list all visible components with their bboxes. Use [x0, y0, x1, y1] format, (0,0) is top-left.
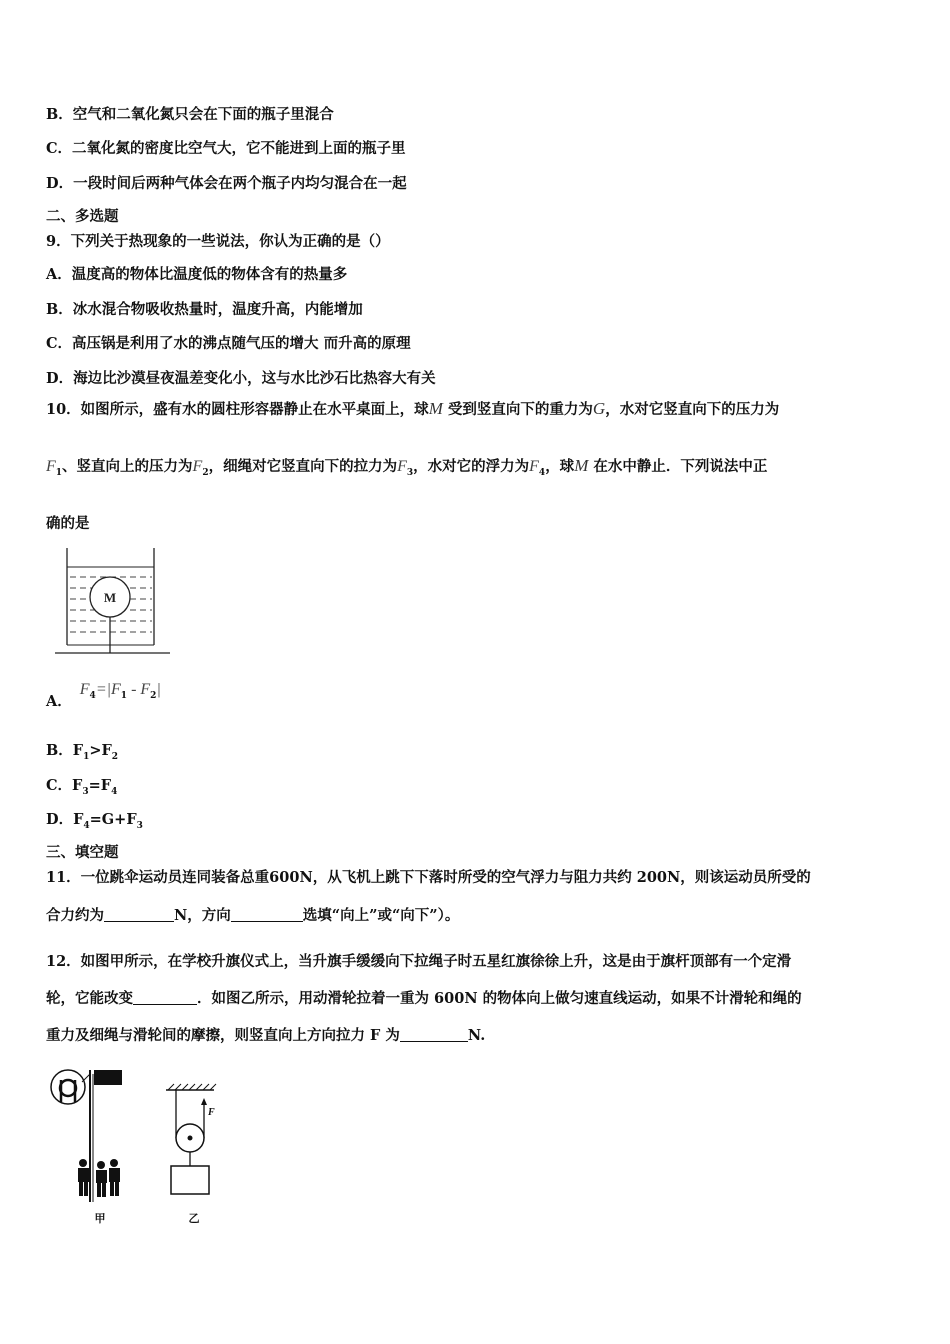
q9-stem: 9．下列关于热现象的一些说法，你认为正确的是（） [46, 233, 390, 250]
q12-line2: 轮，它能改变 ．如图乙所示，用动滑轮拉着一重为 600N 的物体向上做匀速直线运动，如果不计滑轮和绳的 [46, 990, 802, 1007]
q12-blank-force[interactable] [400, 1027, 468, 1042]
q10-option-b: B．$F_1>F_2$ [46, 742, 119, 762]
flag-raising-figure [48, 1062, 143, 1227]
q9-option-c: C．高压锅是利用了水的沸点随气压的增大 而升高的原理 [46, 335, 411, 352]
section-fill-blank-title: 三、填空题 [46, 844, 119, 861]
q11-blank-direction[interactable] [231, 907, 303, 922]
q8-option-d: D．一段时间后两种气体会在两个瓶子内均匀混合在一起 [46, 175, 407, 192]
pulley-force-label: F [208, 1107, 215, 1118]
section-multi-choice-title: 二、多选题 [46, 208, 119, 225]
q12-blank-change[interactable] [133, 990, 197, 1005]
figure-jia-label: 甲 [94, 1213, 106, 1225]
q10-option-c: C．$F_3=F_4$ [46, 777, 118, 797]
q10-stem-line1: 10．如图所示，盛有水的圆柱形容器静止在水平桌面上，球M 受到竖直向下的重力为G，水对它竖直向下的压力为 [46, 399, 780, 418]
q12-line3: 重力及细绳与滑轮间的摩擦，则竖直向上方向拉力 F 为 N. [46, 1027, 486, 1044]
container-ball-figure [52, 545, 177, 660]
q9-option-d: D．海边比沙漠昼夜温差变化小，这与水比沙石比热容大有关 [46, 370, 436, 387]
q8-option-b: B．空气和二氧化氮只会在下面的瓶子里混合 [46, 106, 334, 123]
q11-line2: 合力约为 N，方向 选填“向上”或“向下”）。 [46, 907, 460, 924]
q10-option-a: A．$F_4=|F_1 - F_2|$ [46, 681, 161, 710]
q10-stem-line3: 确的是 [46, 515, 90, 532]
q12-line1: 12．如图甲所示，在学校升旗仪式上，当升旗手缓缓向下拉绳子时五星红旗徐徐上升，这是由于旗杆顶部有一个定滑 [46, 953, 792, 970]
q10-option-d: D．$F_4=G+F_3$ [46, 811, 143, 831]
figure-yi-label: 乙 [188, 1213, 200, 1225]
q11-line1: 11．一位跳伞运动员连同装备总重600N，从飞机上跳下下落时所受的空气浮力与阻力共约 200N，则该运动员所受的 [46, 869, 811, 886]
q9-option-a: A．温度高的物体比温度低的物体含有的热量多 [46, 266, 348, 283]
q11-blank-force[interactable] [104, 907, 174, 922]
movable-pulley-figure [158, 1080, 228, 1228]
q9-option-b: B．冰水混合物吸收热量时，温度升高，内能增加 [46, 301, 363, 318]
q10-stem-line2: $F_1$、竖直向上的压力为$F_2$，细绳对它竖直向下的拉力为$F_3$，水对它的浮力为$F_4$，球M 在水中静止．下列说法中正 [46, 456, 768, 478]
ball-m-label: M [103, 590, 117, 605]
q8-option-c: C．二氧化氮的密度比空气大，它不能进到上面的瓶子里 [46, 140, 406, 157]
